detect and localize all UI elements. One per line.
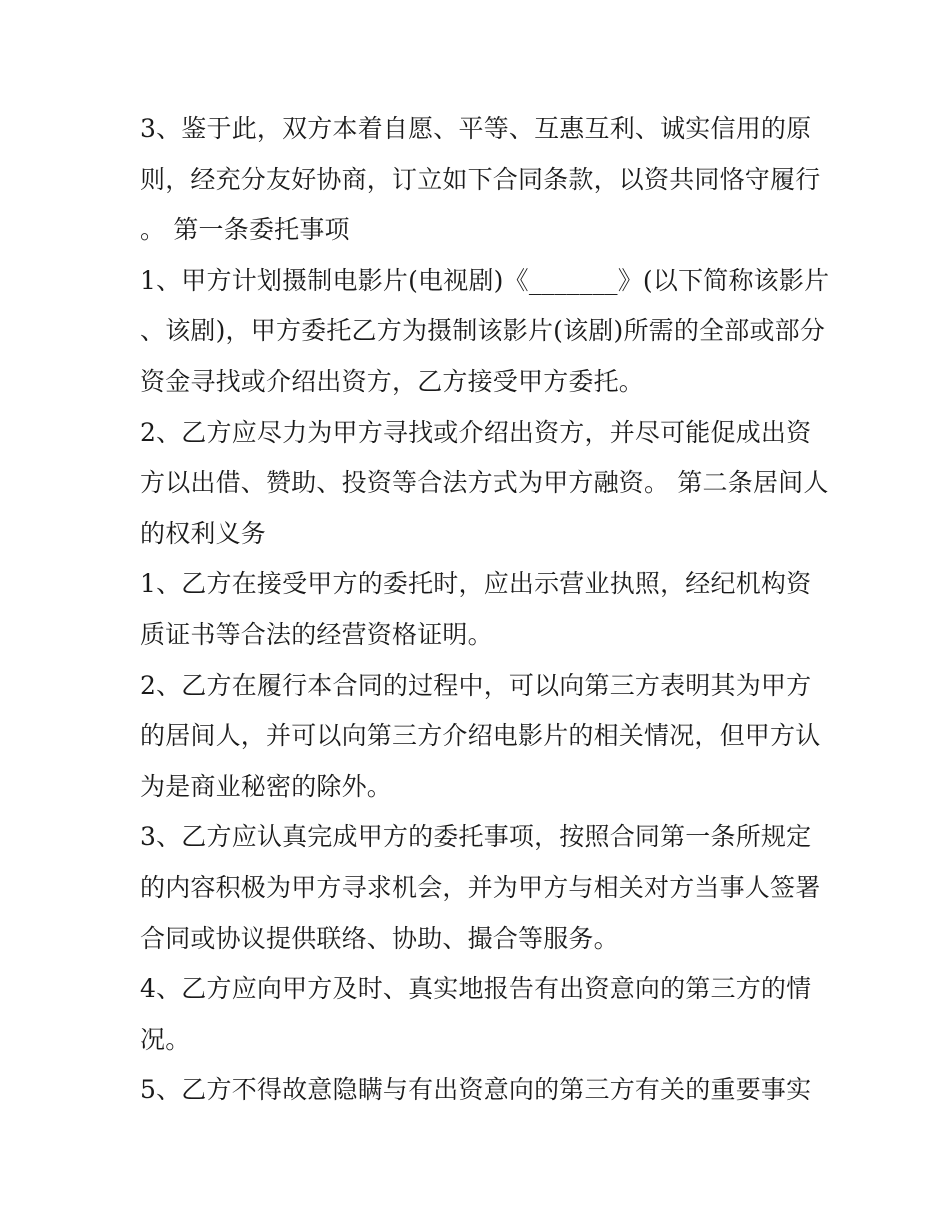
paragraph-item-1-business-license: 1、乙方在接受甲方的委托时，应出示营业执照，经纪机构资质证书等合法的经营资格证明。	[140, 569, 812, 649]
paragraph-item-5-no-concealment: 5、乙方不得故意隐瞒与有出资意向的第三方有关的重要事实	[140, 1075, 812, 1105]
paragraph-item-1-film-financing: 1、甲方计划摄制电影片(电视剧)《_______》(以下简称该影片、该剧)，甲方委托乙方为摄制该影片(该剧)所需的全部或部分资金寻找或介绍出资方，乙方接受甲方委托。	[140, 265, 830, 396]
paragraph-item-4-report-situation: 4、乙方应向甲方及时、真实地报告有出资意向的第三方的情况。	[140, 974, 812, 1054]
paragraph-item-3-complete-tasks: 3、乙方应认真完成甲方的委托事项，按照合同第一条所规定的内容积极为甲方寻求机会，并为甲方与相关对方当事人签署合同或协议提供联络、协助、撮合等服务。	[140, 822, 821, 953]
paragraph-item-2-intermediary-role: 2、乙方在履行本合同的过程中，可以向第三方表明其为甲方的居间人，并可以向第三方介绍电影片的相关情况，但甲方认为是商业秘密的除外。	[140, 670, 821, 801]
document-body	[140, 104, 830, 1116]
paragraph-item-2-find-investors: 2、乙方应尽力为甲方寻找或介绍出资方，并尽可能促成出资方以出借、赞助、投资等合法方式为甲方融资。 第二条居间人的权利义务	[140, 417, 829, 548]
paragraph-clause-3-principles: 3、鉴于此，双方本着自愿、平等、互惠互利、诚实信用的原则，经充分友好协商，订立如下合同条款，以资共同恪守履行。 第一条委托事项	[140, 114, 821, 245]
